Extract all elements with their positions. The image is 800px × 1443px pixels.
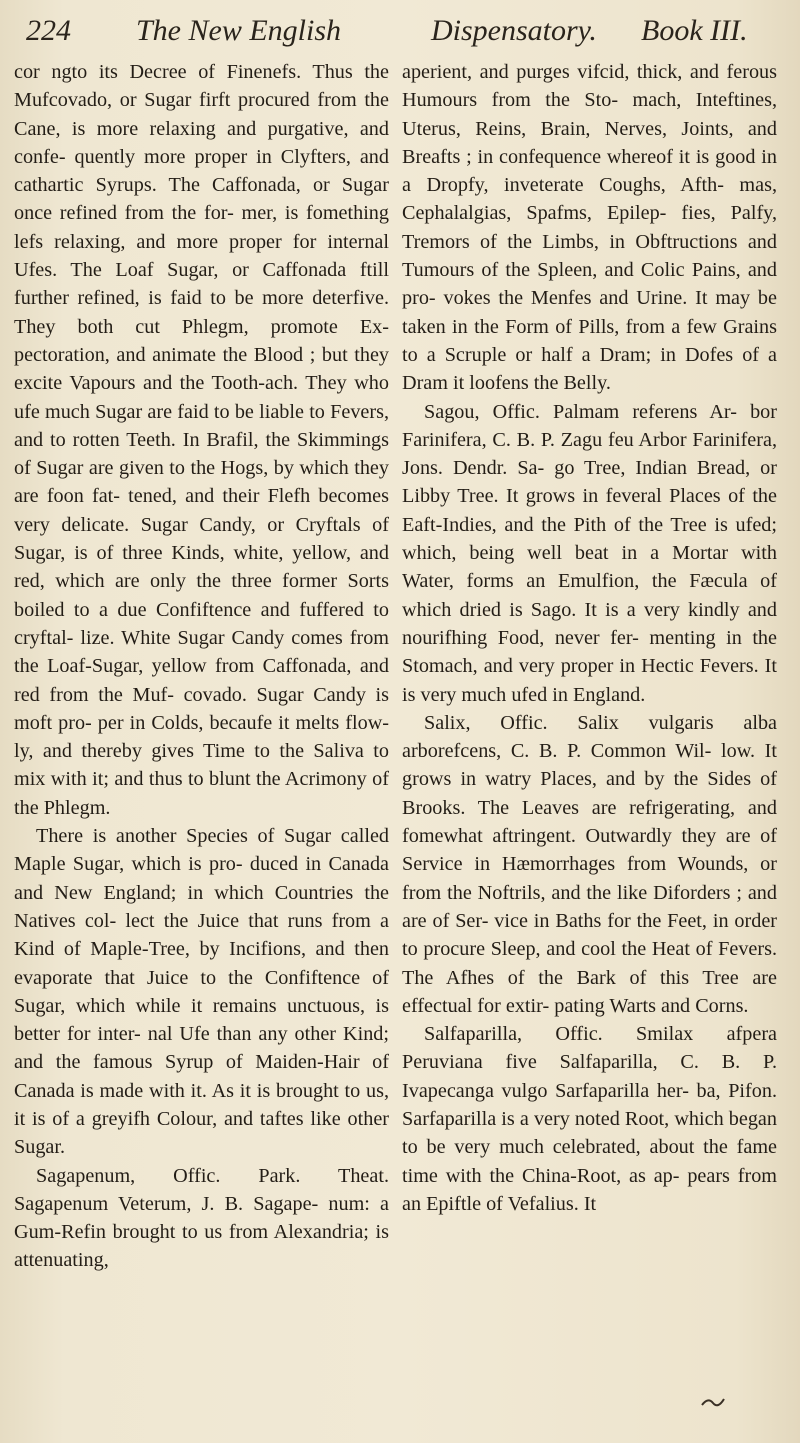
- catchword-ornament-icon: [700, 1395, 726, 1409]
- header-book-number: Book III.: [641, 14, 748, 47]
- paragraph: There is another Species of Sugar called Maple Sugar, which is pro- duced in Canada and New England; in which Countries the Natives col- lect the Juice that runs from a Kind of Maple-Tree, by Incifions, and then evaporate that Juice to the Confiftence of Sugar, which while it remains unctuous, is better for inter- nal Ufe than any other Kind; and the famous Syrup of Maiden-Hair of Canada is made with it. As it is brought to us, it is of a greyifh Colour, and taftes like other Sugar.: [14, 825, 389, 1159]
- paragraph: Salfaparilla, Offic. Smilax afpera Peruviana five Salfaparilla, C. B. P. Ivapecanga vulgo Sarfaparilla her- ba, Pifon. Sarfaparilla is a very noted Root, which began to be very much celebrated, about the fame time with the China-Root, as ap- pears from an Epiftle of Vefalius. It: [402, 1023, 777, 1215]
- running-header: [26, 14, 786, 56]
- header-title-right: Dispensatory.: [431, 14, 597, 47]
- paragraph: aperient, and purges vifcid, thick, and ferous Humours from the Sto- mach, Inteftines, Uterus, Reins, Brain, Nerves, Joints, and Breafts ; in confequence whereof it is good in a Dropfy, inveterate Coughs, Afth- mas, Cephalalgias, Spafms, Epilep- fies, Palfy, Tremors of the Limbs, in Obftructions and Tumours of the Spleen, and Colic Pains, and pro- vokes the Menfes and Urine. It may be taken in the Form of Pills, from a few Grains to a Scruple or half a Dram; in Dofes of a Dram it loofens the Belly.: [402, 61, 777, 395]
- right-column: [402, 58, 777, 1218]
- left-column: [14, 58, 389, 1275]
- header-title-left: The New English: [136, 14, 342, 47]
- paragraph: cor ngto its Decree of Finenefs. Thus the Mufcovado, or Sugar firft procured from the Cane, is more relaxing and purgative, and confe- quently more proper in Clyfters, and cathartic Syrups. The Caffonada, or Sugar once refined from the for- mer, is fomething lefs relaxing, and more proper for internal Ufes. The Loaf Sugar, or Caffonada ftill further refined, is faid to be more deterfive. They both cut Phlegm, promote Ex- pectoration, and animate the Blood ; but they excite Vapours and the Tooth-ach. They who ufe much Sugar are faid to be liable to Fevers, and to rotten Teeth. In Brafil, the Skimmings of Sugar are given to the Hogs, by which they are foon fat- tened, and their Flefh becomes very delicate. Sugar Candy, or Cryftals of Sugar, is of three Kinds, white, yellow, and red, which are only the three former Sorts boiled to a due Confiftence and fuffered to cryftal- lize. White Sugar Candy comes from the Loaf-Sugar, yellow from Caffonada, and red from the Muf- covado. Sugar Candy is moft pro- per in Colds, becaufe it melts flow- ly, and thereby gives Time to the Saliva to mix with it; and thus to blunt the Acrimony of the Phlegm.: [14, 61, 389, 819]
- paragraph: Sagapenum, Offic. Park. Theat. Sagapenum Veterum, J. B. Sagape- num: a Gum-Refin brought to us from Alexandria; is attenuating,: [14, 1164, 389, 1272]
- paragraph: Sagou, Offic. Palmam referens Ar- bor Farinifera, C. B. P. Zagu feu Arbor Farinifera, Jons. Dendr. Sa- go Tree, Indian Bread, or Libby Tree. It grows in feveral Places of the Eaft-Indies, and the Pith of the Tree is ufed; which, being well beat in a Mortar with Water, forms an Emulfion, the Fæcula of which dried is Sago. It is a very kindly and nourifhing Food, never fer- menting in the Stomach, and very proper in Hectic Fevers. It is very much ufed in England.: [402, 400, 777, 706]
- page-number: 224: [26, 14, 71, 47]
- paragraph: Salix, Offic. Salix vulgaris alba arborefcens, C. B. P. Common Wil- low. It grows in watry Places, and by the Sides of Brooks. The Leaves are refrigerating, and fomewhat aftringent. Outwardly they are of Service in Hæmorrhages from Wounds, or from the Noftrils, and the like Diforders ; and are of Ser- vice in Baths for the Feet, in order to procure Sleep, and cool the Heat of Fevers. The Afhes of the Bark of this Tree are effectual for extir- pating Warts and Corns.: [402, 711, 777, 1017]
